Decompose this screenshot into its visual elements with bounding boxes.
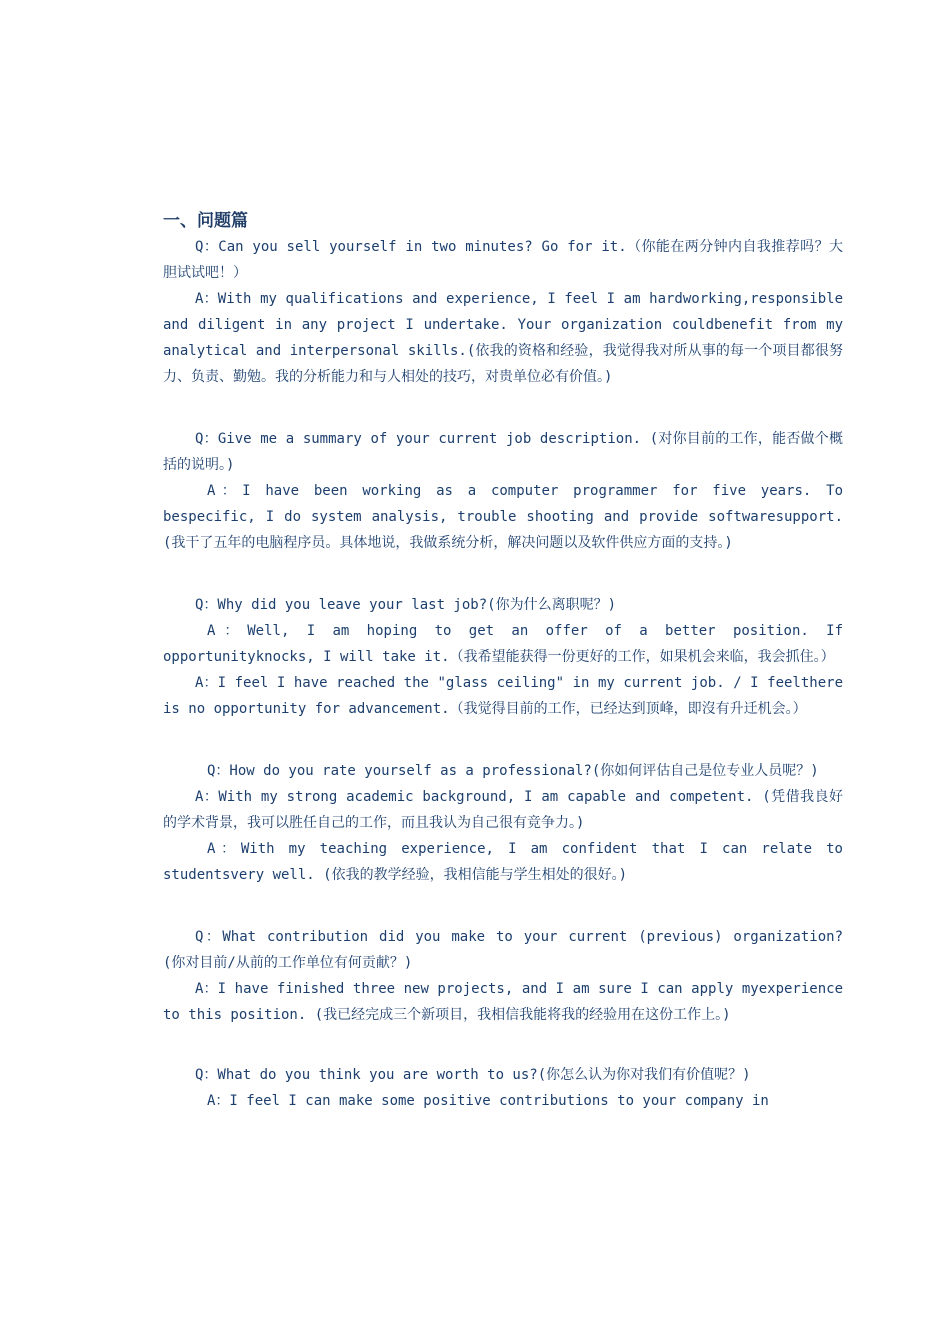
answer-2: A：I have been working as a computer programmer for five years. To bespecific, I do system analysis, trouble shooting and provide softwaresupport. (我干了五年的电脑程序员。具体地说，我做系统分析，解决问题以及软件供应方面的支持。): [163, 483, 843, 551]
answer-4a: A：With my strong academic background, I am capable and competent. (凭借我良好的学术背景，我可以胜任自己的工作，而且我认为自己很有竞争力。): [163, 789, 843, 831]
answer-5: A：I have finished three new projects, and I am sure I can apply myexperience to this position. (我已经完成三个新项目，我相信我能将我的经验用在这份工作上。): [163, 981, 843, 1023]
spacer: [163, 1028, 843, 1062]
answer-1: A：With my qualifications and experience, I feel I am hardworking,responsible and diligent in any project I undertake. Your organization couldbenefit from my analytical and interpersonal skills.(依我的资格和经验，我觉得我对所从事的每一个项目都很努力、负责、勤勉。我的分析能力和与人相处的技巧，对贵单位必有价值。): [163, 291, 843, 385]
answer-3b: A：I feel I have reached the "glass ceiling" in my current job. / I feelthere is no opportunity for advancement.（我觉得目前的工作，已经达到顶峰，即沒有升迁机会。）: [163, 675, 843, 717]
spacer: [163, 390, 843, 426]
answer-6: A：I feel I can make some positive contributions to your company in: [207, 1093, 769, 1109]
answer-3a: A：Well, I am hoping to get an offer of a better position. If opportunityknocks, I will take it.（我希望能获得一份更好的工作，如果机会来临，我会抓住。）: [163, 623, 843, 665]
question-3: Q：Why did you leave your last job?(你为什么离职呢？): [195, 597, 617, 613]
question-1: Q：Can you sell yourself in two minutes? Go for it.（你能在两分钟内自我推荐吗？大胆试试吧！）: [163, 239, 843, 281]
question-5: Q：What contribution did you make to your current (previous) organization? (你对目前/从前的工作单位有何贡献？): [163, 929, 843, 971]
question-4: Q：How do you rate yourself as a professional?(你如何评估自己是位专业人员呢？): [207, 763, 819, 779]
document-body: [163, 208, 843, 1114]
spacer: [163, 556, 843, 592]
answer-4b: A：With my teaching experience, I am confident that I can relate to studentsvery well. (依我的教学经验，我相信能与学生相处的很好。): [163, 841, 843, 883]
spacer: [163, 722, 843, 758]
spacer: [163, 888, 843, 924]
question-6: Q：What do you think you are worth to us?(你怎么认为你对我们有价值呢？): [195, 1067, 751, 1083]
section-title: 一、问题篇: [163, 211, 248, 231]
question-2: Q：Give me a summary of your current job description. (对你目前的工作，能否做个概括的说明。): [163, 431, 843, 473]
